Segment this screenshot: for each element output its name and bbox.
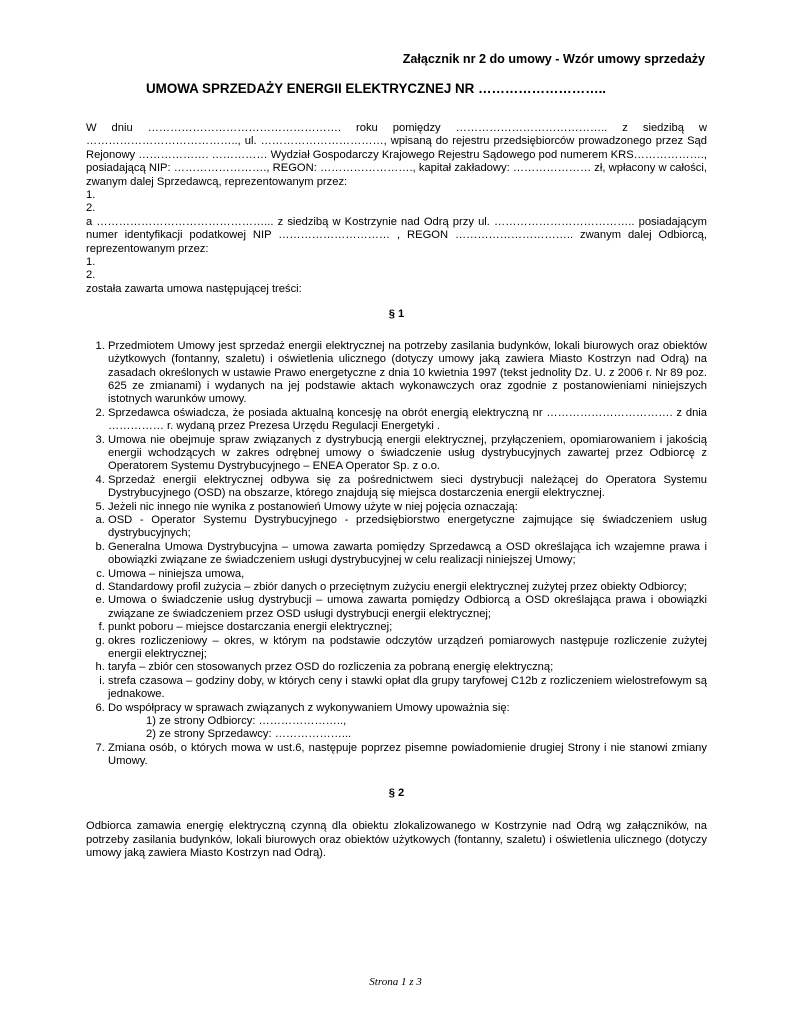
cooperation-persons [108, 715, 707, 742]
seller-representative-2: 2. [86, 202, 96, 215]
contract-body [86, 122, 707, 860]
buyer-representative-2: 2. [86, 269, 96, 282]
definition-item: h. taryfa – zbiór cen stosowanych przez OSD do rozliczenia za pobraną energię elektryczną; [108, 661, 707, 674]
definition-item: a. OSD - Operator Systemu Dystrybucyjnego - przedsiębiorstwo energetyczne zajmujące się świadczeniem usług dystrybucyjnych; [108, 514, 707, 541]
definition-item: d. Standardowy profil zużycia – zbiór danych o przeciętnym zużyciu energii elektrycznej zużytej przez obiekty Odbiorcy; [108, 581, 707, 594]
cooperation-intro: Do współpracy w sprawach związanych z wykonywaniem Umowy upoważnia się: [108, 701, 510, 714]
list-item: 7. Zmiana osób, o których mowa w ust.6, następuje poprzez pisemne powiadomienie drugiej Strony i nie stanowi zmiany Umowy. [108, 742, 707, 769]
definition-item: b. Generalna Umowa Dystrybucyjna – umowa zawarta pomiędzy Sprzedawcą a OSD określająca ich wzajemne prawa i obowiązki związane ze świadczeniem usługi dystrybucyjnej w celu realizacji niniejszej Umowy; [108, 541, 707, 568]
concluded-line: została zawarta umowa następującej treści: [86, 282, 302, 295]
contract-title: UMOWA SPRZEDAŻY ENERGII ELEKTRYCZNEJ NR ……………………….. [146, 81, 607, 96]
definition-item: c. Umowa – niniejsza umowa, [108, 568, 707, 581]
definitions-list [86, 514, 707, 702]
buyer-representative-1: 1. [86, 256, 96, 269]
definition-item: f. punkt poboru – miejsce dostarczania energii elektrycznej; [108, 621, 707, 634]
buyer-contact: 1) ze strony Odbiorcy: ………………….., [146, 715, 347, 728]
definition-item: i. strefa czasowa – godziny doby, w których ceny i stawki opłat dla grupy taryfowej C12b z rozliczeniem wielostrefowym są jednakowe. [108, 675, 707, 702]
section-1-heading: § 1 [388, 308, 405, 321]
buyer-paragraph: a ………………………………………... z siedzibą w Kostrzynie nad Odrą przy ul. ……………………………….. posiadającym numer identyfikacji podatkowej NIP ………………………… , REGON ………………………….. zwanym dalej Odbiorcą, reprezentowanym przez: [86, 215, 707, 255]
list-item [108, 702, 707, 742]
definition-item: e. Umowa o świadczenie usług dystrybucji – umowa zawarta pomiędzy Odbiorcą a OSD określająca prawa i obowiązki związane ze świadczeniem przez OSD usługi dystrybucji energii elektrycznej; [108, 594, 707, 621]
seller-paragraph: W dniu ……………………………………………. roku pomiędzy ………………………………….. z siedzibą w ………………………………….., ul. ……………………………, wpisaną do rejestru przedsiębiorców prowadzonego przez Sąd Rejonowy ………………. …………… Wydział Gospodarczy Krajowego Rejestru Sądowego pod numerem KRS………………., posiadającą NIP: ……………………., REGON: ……………………., kapitał zakładowy: ………………… zł, wpłacony w całości, zwanym dalej Sprzedawcą, reprezentowanym przez: [86, 122, 708, 188]
section-2-heading: § 2 [388, 786, 405, 799]
definition-item: g. okres rozliczeniowy – okres, w którym na podstawie odczytów urządzeń pomiarowych następuje rozliczenie zużytej energii elektrycznej; [108, 635, 707, 662]
section-1-list-continued [86, 702, 707, 769]
seller-representative-1: 1. [86, 189, 96, 202]
page-number: Strona 1 z 3 [369, 976, 422, 988]
list-item [108, 501, 707, 514]
list-item: 2. Sprzedawca oświadcza, że posiada aktualną koncesję na obrót energią elektryczną nr ……………………………. z dnia …………… r. wydaną przez Prezesa Urzędu Regulacji Energetyki . [108, 407, 707, 434]
definitions-intro: Jeżeli nic innego nie wynika z postanowień Umowy użyte w niej pojęcia oznaczają: [108, 500, 518, 513]
section-2-paragraph: Odbiorca zamawia energię elektryczną czynną dla obiektu zlokalizowanego w Kostrzynie nad Odrą wg załączników, na potrzeby zasilania budynków, lokali biurowych oraz obiektów użytkowych (fontanny, szaletu) i oświetlenia ulicznego (dotyczy umowy jaką zawiera Miasto Kostrzyn nad Odrą). [86, 820, 707, 859]
list-item: 4. Sprzedaż energii elektrycznej odbywa się za pośrednictwem sieci dystrybucji należącej do Operatora Systemu Dystrybucyjnego (OSD) na obszarze, którego znajdują się miejsca dostarczenia energii elektrycznej. [108, 474, 707, 501]
list-item: 1. Przedmiotem Umowy jest sprzedaż energii elektrycznej na potrzeby zasilania budynków, lokali biurowych oraz obiektów użytkowych (fontanny, szaletu) i oświetlenia ulicznego (dotyczy umowy jaką zawiera Miasto Kostrzyn nad Odrą) na zasadach określonych w ustawie Prawo energetyczne z dnia 10 kwietnia 1997 (tekst jednolity Dz. U. z 2006 r. Nr 89 poz. 625 ze zmianami) i wydanych na jej podstawie aktach wykonawczych oraz zgodnie z postanowieniami niniejszych istotnych warunków umowy. [108, 340, 707, 407]
section-1-list [86, 340, 707, 514]
list-item: 3. Umowa nie obejmuje spraw związanych z dystrybucją energii elektrycznej, przyłączeniem, opomiarowaniem i jakością energii wchodzących w zakres odrębnej umowy o świadczenie usług dystrybucyjnych zawartej przez Odbiorcę z Operatorem Systemu Dystrybucyjnego – ENEA Operator Sp. z o.o. [108, 434, 707, 474]
seller-contact: 2) ze strony Sprzedawcy: ………………... [146, 728, 352, 741]
annex-label: Załącznik nr 2 do umowy - Wzór umowy sprzedaży [402, 52, 705, 66]
